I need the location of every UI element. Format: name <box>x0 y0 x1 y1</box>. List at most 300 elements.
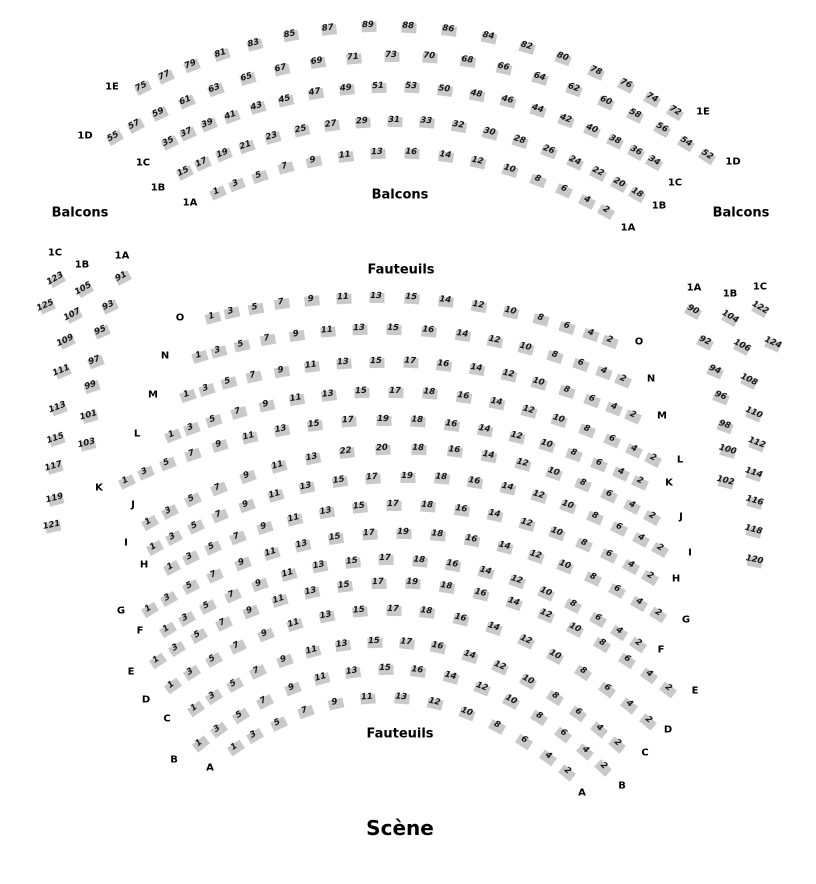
seat-H-8[interactable] <box>575 537 593 552</box>
seat-H-17[interactable] <box>386 501 401 511</box>
seat-M-15[interactable] <box>369 357 384 367</box>
seat-J-10[interactable] <box>545 467 562 481</box>
seat-L-6[interactable] <box>603 433 621 448</box>
seat-K-3[interactable] <box>137 466 155 481</box>
seat-J-3[interactable] <box>161 504 179 520</box>
seat-H-7[interactable] <box>229 530 247 545</box>
seat-N-9[interactable] <box>288 330 304 342</box>
seat-1C-35[interactable] <box>161 135 179 151</box>
seat-1E-72[interactable] <box>666 105 684 121</box>
seat-E-4[interactable] <box>640 667 658 684</box>
seat-B-3[interactable] <box>210 722 228 739</box>
seat-O-10[interactable] <box>503 306 520 319</box>
seat-G-18[interactable] <box>430 530 446 541</box>
seat-B-4[interactable] <box>576 743 594 760</box>
seat-H-15[interactable] <box>352 500 368 514</box>
seat-1A-6[interactable] <box>555 184 573 199</box>
seat-D-2[interactable] <box>639 713 657 730</box>
seat-C-12[interactable] <box>491 658 509 676</box>
seat-G-17[interactable] <box>362 527 378 541</box>
seat-N-5[interactable] <box>233 339 250 352</box>
seat-L-3[interactable] <box>183 421 201 436</box>
seat-A-2[interactable] <box>558 764 576 781</box>
seat-A-11[interactable] <box>360 693 376 704</box>
seat-C-13[interactable] <box>335 637 351 652</box>
seat-N-4[interactable] <box>595 366 613 381</box>
seat-G-8[interactable] <box>584 572 602 587</box>
seat-K-18[interactable] <box>410 414 426 428</box>
seat-1C-39[interactable] <box>200 118 218 133</box>
seat-N-12[interactable] <box>487 335 504 348</box>
seat-1E-85[interactable] <box>283 30 300 43</box>
seat-1C-48[interactable] <box>468 89 485 102</box>
seat-F-2[interactable] <box>629 637 647 654</box>
seat-I-11[interactable] <box>268 489 285 503</box>
seat-K-5[interactable] <box>159 457 177 472</box>
seat-1B-112[interactable] <box>746 434 767 453</box>
seat-1D-56[interactable] <box>653 122 671 138</box>
seat-B-12[interactable] <box>473 681 491 696</box>
seat-L-18[interactable] <box>422 386 438 400</box>
seat-1C-44[interactable] <box>529 101 546 118</box>
seat-B-14[interactable] <box>442 669 459 685</box>
seat-K-10[interactable] <box>538 439 555 453</box>
seat-E-14[interactable] <box>505 597 522 611</box>
seat-A-3[interactable] <box>246 728 264 744</box>
seat-O-11[interactable] <box>336 293 351 304</box>
seat-D-3[interactable] <box>183 665 201 682</box>
seat-C-3[interactable] <box>205 689 223 705</box>
seat-M-8[interactable] <box>558 385 575 399</box>
seat-1B-26[interactable] <box>540 144 558 159</box>
seat-E-16[interactable] <box>473 585 490 601</box>
seat-M-9[interactable] <box>273 365 290 377</box>
seat-1A-93[interactable] <box>101 299 119 315</box>
seat-H-2[interactable] <box>641 570 659 586</box>
seat-K-19[interactable] <box>376 416 391 426</box>
seat-1E-84[interactable] <box>481 29 498 45</box>
seat-C-10[interactable] <box>519 674 537 690</box>
seat-I-12[interactable] <box>530 490 547 504</box>
seat-C-11[interactable] <box>305 645 322 659</box>
seat-H-10[interactable] <box>548 527 566 541</box>
seat-F-7[interactable] <box>224 588 242 603</box>
seat-1B-32[interactable] <box>451 118 467 133</box>
seat-E-12[interactable] <box>537 606 555 624</box>
seat-1B-21[interactable] <box>239 139 256 153</box>
seat-D-9[interactable] <box>257 627 275 642</box>
seat-O-7[interactable] <box>274 298 290 310</box>
seat-1C-45[interactable] <box>278 94 295 107</box>
seat-G-10[interactable] <box>557 560 575 575</box>
seat-G-11[interactable] <box>263 547 280 561</box>
seat-1E-76[interactable] <box>617 76 635 95</box>
seat-1A-5[interactable] <box>251 169 268 183</box>
seat-D-6[interactable] <box>598 681 616 698</box>
seat-N-8[interactable] <box>547 350 564 364</box>
seat-F-14[interactable] <box>477 563 494 579</box>
seat-F-9[interactable] <box>251 577 269 592</box>
seat-1E-78[interactable] <box>587 65 605 80</box>
seat-1A-101[interactable] <box>78 407 99 424</box>
seat-K-13[interactable] <box>273 424 290 437</box>
seat-I-7[interactable] <box>211 509 229 524</box>
seat-J-4[interactable] <box>623 500 641 516</box>
seat-1A-100[interactable] <box>717 442 738 459</box>
seat-C-17[interactable] <box>399 635 415 649</box>
seat-1D-64[interactable] <box>532 69 549 86</box>
seat-1D-62[interactable] <box>565 80 583 98</box>
seat-G-16[interactable] <box>464 534 480 546</box>
seat-C-8[interactable] <box>546 689 564 706</box>
seat-H-3[interactable] <box>182 550 200 566</box>
seat-I-16[interactable] <box>467 474 483 489</box>
seat-J-14[interactable] <box>481 451 498 464</box>
seat-1C-40[interactable] <box>583 121 601 139</box>
seat-B-1[interactable] <box>192 735 210 752</box>
seat-1B-20[interactable] <box>610 174 628 193</box>
seat-1E-79[interactable] <box>183 59 201 74</box>
seat-C-16[interactable] <box>430 639 447 655</box>
seat-M-16[interactable] <box>436 357 452 372</box>
seat-1E-77[interactable] <box>157 70 175 85</box>
seat-1B-29[interactable] <box>355 114 371 128</box>
seat-1B-119[interactable] <box>44 491 65 506</box>
seat-B-6[interactable] <box>554 727 572 744</box>
seat-B-8[interactable] <box>530 710 548 726</box>
seat-E-17[interactable] <box>371 576 386 590</box>
seat-J-12[interactable] <box>514 458 531 471</box>
seat-1C-125[interactable] <box>35 297 56 314</box>
seat-1D-63[interactable] <box>207 83 225 98</box>
seat-1A-14[interactable] <box>437 151 453 163</box>
seat-E-2[interactable] <box>659 681 677 698</box>
seat-F-18[interactable] <box>412 553 428 567</box>
seat-1D-67[interactable] <box>273 64 290 77</box>
seat-K-1[interactable] <box>118 474 136 489</box>
seat-1A-91[interactable] <box>114 270 132 286</box>
seat-K-11[interactable] <box>242 431 259 444</box>
seat-1C-34[interactable] <box>645 155 663 171</box>
seat-G-4[interactable] <box>630 595 648 611</box>
seat-O-4[interactable] <box>582 328 599 342</box>
seat-H-11[interactable] <box>287 513 304 526</box>
seat-D-18[interactable] <box>419 607 435 619</box>
seat-L-7[interactable] <box>231 406 248 420</box>
seat-1B-18[interactable] <box>628 187 646 203</box>
seat-1C-122[interactable] <box>750 298 771 318</box>
seat-1D-71[interactable] <box>347 53 363 64</box>
seat-E-7[interactable] <box>215 616 233 631</box>
seat-D-10[interactable] <box>546 649 564 665</box>
seat-M-7[interactable] <box>246 371 263 384</box>
seat-M-11[interactable] <box>304 361 320 373</box>
seat-1E-74[interactable] <box>643 92 661 108</box>
seat-H-13[interactable] <box>318 504 335 519</box>
seat-1E-87[interactable] <box>321 22 337 37</box>
seat-1C-37[interactable] <box>179 127 197 142</box>
seat-B-11[interactable] <box>314 672 331 686</box>
seat-L-11[interactable] <box>289 394 305 406</box>
seat-H-16[interactable] <box>454 502 470 517</box>
seat-F-11[interactable] <box>281 568 298 582</box>
seat-1A-10[interactable] <box>501 164 518 178</box>
seat-J-6[interactable] <box>600 489 618 504</box>
seat-1C-124[interactable] <box>762 334 784 352</box>
seat-1C-38[interactable] <box>606 134 624 150</box>
seat-K-7[interactable] <box>184 447 201 461</box>
seat-N-13[interactable] <box>353 322 368 335</box>
seat-1A-4[interactable] <box>578 194 596 210</box>
seat-1C-49[interactable] <box>339 82 355 96</box>
seat-L-16[interactable] <box>456 392 472 404</box>
seat-1A-2[interactable] <box>597 204 615 220</box>
seat-G-2[interactable] <box>649 607 667 623</box>
seat-E-8[interactable] <box>593 637 611 653</box>
seat-1A-13[interactable] <box>371 146 386 160</box>
seat-H-5[interactable] <box>204 540 222 555</box>
seat-K-14[interactable] <box>477 422 494 438</box>
seat-C-7[interactable] <box>250 665 268 680</box>
seat-M-12[interactable] <box>501 367 518 383</box>
seat-I-19[interactable] <box>400 470 415 483</box>
seat-D-11[interactable] <box>287 618 304 632</box>
seat-J-1[interactable] <box>141 515 159 531</box>
seat-M-4[interactable] <box>605 402 623 417</box>
seat-1B-106[interactable] <box>731 336 753 356</box>
seat-N-2[interactable] <box>614 374 632 389</box>
seat-D-5[interactable] <box>205 652 223 668</box>
seat-N-16[interactable] <box>421 324 437 338</box>
seat-M-5[interactable] <box>220 377 237 391</box>
seat-A-12[interactable] <box>426 697 443 710</box>
seat-E-13[interactable] <box>303 586 320 599</box>
seat-1B-25[interactable] <box>293 125 310 138</box>
seat-J-20[interactable] <box>375 442 390 456</box>
seat-1D-73[interactable] <box>385 49 400 62</box>
seat-I-9[interactable] <box>238 499 255 513</box>
seat-1B-105[interactable] <box>72 279 94 298</box>
seat-G-13[interactable] <box>295 539 312 552</box>
seat-1B-121[interactable] <box>41 518 62 534</box>
seat-D-16[interactable] <box>453 610 470 626</box>
seat-1B-15[interactable] <box>176 165 194 181</box>
seat-A-5[interactable] <box>270 716 288 731</box>
seat-F-1[interactable] <box>159 622 177 638</box>
seat-N-1[interactable] <box>191 350 208 364</box>
seat-I-3[interactable] <box>165 530 183 546</box>
seat-F-8[interactable] <box>564 599 582 615</box>
seat-O-9[interactable] <box>304 295 320 306</box>
seat-1E-82[interactable] <box>518 38 535 55</box>
seat-1B-24[interactable] <box>566 155 584 170</box>
seat-M-10[interactable] <box>531 374 548 391</box>
seat-G-9[interactable] <box>234 557 252 572</box>
seat-D-12[interactable] <box>517 634 535 649</box>
seat-J-5[interactable] <box>184 493 202 508</box>
seat-1E-83[interactable] <box>247 38 264 52</box>
seat-E-3[interactable] <box>168 641 186 657</box>
seat-L-9[interactable] <box>258 400 275 413</box>
seat-1A-7[interactable] <box>277 162 294 176</box>
seat-D-15[interactable] <box>352 606 368 617</box>
seat-B-16[interactable] <box>410 663 426 678</box>
seat-I-13[interactable] <box>299 482 316 495</box>
seat-1B-31[interactable] <box>387 114 402 127</box>
seat-K-2[interactable] <box>631 475 649 490</box>
seat-F-10[interactable] <box>537 586 555 601</box>
seat-E-19[interactable] <box>405 576 421 590</box>
seat-N-3[interactable] <box>211 345 228 359</box>
seat-B-9[interactable] <box>284 682 302 697</box>
seat-L-12[interactable] <box>521 405 538 419</box>
seat-C-5[interactable] <box>226 676 244 692</box>
seat-J-8[interactable] <box>574 478 592 493</box>
seat-L-13[interactable] <box>321 390 337 402</box>
seat-1E-81[interactable] <box>213 48 230 62</box>
seat-D-14[interactable] <box>485 622 502 636</box>
seat-E-1[interactable] <box>149 653 167 670</box>
seat-1A-102[interactable] <box>715 473 736 489</box>
seat-C-9[interactable] <box>276 654 294 669</box>
seat-D-17[interactable] <box>386 603 401 616</box>
seat-M-17[interactable] <box>403 355 418 369</box>
seat-L-2[interactable] <box>644 452 662 468</box>
seat-M-1[interactable] <box>179 389 196 403</box>
seat-L-8[interactable] <box>578 423 596 438</box>
seat-L-4[interactable] <box>625 443 643 458</box>
seat-1B-23[interactable] <box>265 131 282 145</box>
seat-N-10[interactable] <box>518 342 535 355</box>
seat-N-7[interactable] <box>260 334 277 347</box>
seat-1A-99[interactable] <box>83 380 100 394</box>
seat-O-14[interactable] <box>438 296 454 308</box>
seat-1A-95[interactable] <box>93 324 111 339</box>
seat-F-6[interactable] <box>589 612 607 628</box>
seat-1B-117[interactable] <box>43 458 64 475</box>
seat-O-8[interactable] <box>532 313 549 326</box>
seat-1D-59[interactable] <box>151 106 169 122</box>
seat-1A-16[interactable] <box>404 146 419 160</box>
seat-1B-120[interactable] <box>744 552 765 569</box>
seat-1D-58[interactable] <box>627 106 645 125</box>
seat-E-18[interactable] <box>439 579 455 594</box>
seat-O-15[interactable] <box>404 291 420 305</box>
seat-K-8[interactable] <box>565 448 582 462</box>
seat-J-7[interactable] <box>210 481 228 496</box>
seat-1D-69[interactable] <box>309 57 325 69</box>
seat-N-11[interactable] <box>320 324 336 338</box>
seat-E-11[interactable] <box>272 594 289 608</box>
seat-1D-61[interactable] <box>178 94 196 109</box>
seat-H-18[interactable] <box>420 499 436 513</box>
seat-K-9[interactable] <box>212 439 229 453</box>
seat-1E-86[interactable] <box>441 25 457 37</box>
seat-D-8[interactable] <box>573 665 591 682</box>
seat-I-5[interactable] <box>187 519 205 534</box>
seat-1B-33[interactable] <box>419 115 435 129</box>
seat-1B-111[interactable] <box>51 362 72 379</box>
seat-O-6[interactable] <box>559 321 576 335</box>
seat-F-4[interactable] <box>610 624 628 640</box>
seat-F-12[interactable] <box>508 575 525 589</box>
seat-O-3[interactable] <box>224 307 241 320</box>
seat-N-6[interactable] <box>572 358 589 372</box>
seat-1A-12[interactable] <box>470 154 487 170</box>
seat-1C-42[interactable] <box>557 113 575 128</box>
seat-1C-50[interactable] <box>437 82 453 97</box>
seat-M-13[interactable] <box>336 358 352 369</box>
seat-O-13[interactable] <box>370 290 385 303</box>
seat-O-2[interactable] <box>601 335 619 350</box>
seat-K-6[interactable] <box>590 457 608 472</box>
seat-1D-57[interactable] <box>127 118 145 134</box>
seat-H-9[interactable] <box>257 521 274 535</box>
seat-D-13[interactable] <box>319 610 336 623</box>
seat-1B-104[interactable] <box>720 307 741 327</box>
seat-1B-118[interactable] <box>743 522 764 538</box>
seat-1E-88[interactable] <box>401 22 416 33</box>
seat-1A-92[interactable] <box>696 335 714 351</box>
seat-H-1[interactable] <box>163 560 181 576</box>
seat-C-6[interactable] <box>569 705 587 722</box>
seat-I-10[interactable] <box>559 497 577 515</box>
seat-1D-66[interactable] <box>496 60 513 76</box>
seat-L-1[interactable] <box>164 429 182 444</box>
seat-A-8[interactable] <box>488 719 506 735</box>
seat-1A-1[interactable] <box>209 185 227 200</box>
seat-B-2[interactable] <box>594 759 612 776</box>
seat-1D-65[interactable] <box>239 73 256 87</box>
seat-F-3[interactable] <box>178 611 196 627</box>
seat-B-10[interactable] <box>502 694 520 710</box>
seat-1A-8[interactable] <box>530 174 548 189</box>
seat-L-5[interactable] <box>205 414 222 428</box>
seat-L-14[interactable] <box>489 395 506 411</box>
seat-1A-96[interactable] <box>712 388 730 406</box>
seat-F-13[interactable] <box>312 561 329 574</box>
seat-I-6[interactable] <box>610 521 628 536</box>
seat-D-1[interactable] <box>164 678 182 695</box>
seat-B-13[interactable] <box>345 664 361 679</box>
seat-1C-41[interactable] <box>224 109 241 123</box>
seat-E-5[interactable] <box>190 628 208 644</box>
seat-G-5[interactable] <box>182 579 200 595</box>
seat-1B-108[interactable] <box>738 371 760 389</box>
seat-E-15[interactable] <box>336 578 353 593</box>
seat-1B-114[interactable] <box>743 464 764 482</box>
seat-1B-28[interactable] <box>512 132 529 149</box>
seat-M-2[interactable] <box>624 409 642 424</box>
seat-C-1[interactable] <box>187 701 205 718</box>
seat-A-4[interactable] <box>539 750 557 767</box>
seat-F-16[interactable] <box>445 557 461 572</box>
seat-J-18[interactable] <box>411 442 426 455</box>
seat-1E-80[interactable] <box>554 52 572 67</box>
seat-1B-115[interactable] <box>45 430 66 447</box>
seat-N-14[interactable] <box>454 330 470 342</box>
seat-G-19[interactable] <box>396 526 411 539</box>
seat-D-4[interactable] <box>620 698 638 715</box>
seat-M-6[interactable] <box>583 393 601 408</box>
seat-1B-19[interactable] <box>215 148 233 163</box>
seat-K-15[interactable] <box>307 417 323 432</box>
seat-L-10[interactable] <box>550 411 567 428</box>
seat-1E-75[interactable] <box>134 80 152 96</box>
seat-G-12[interactable] <box>527 547 544 564</box>
seat-I-18[interactable] <box>434 473 450 484</box>
seat-I-8[interactable] <box>586 510 604 525</box>
